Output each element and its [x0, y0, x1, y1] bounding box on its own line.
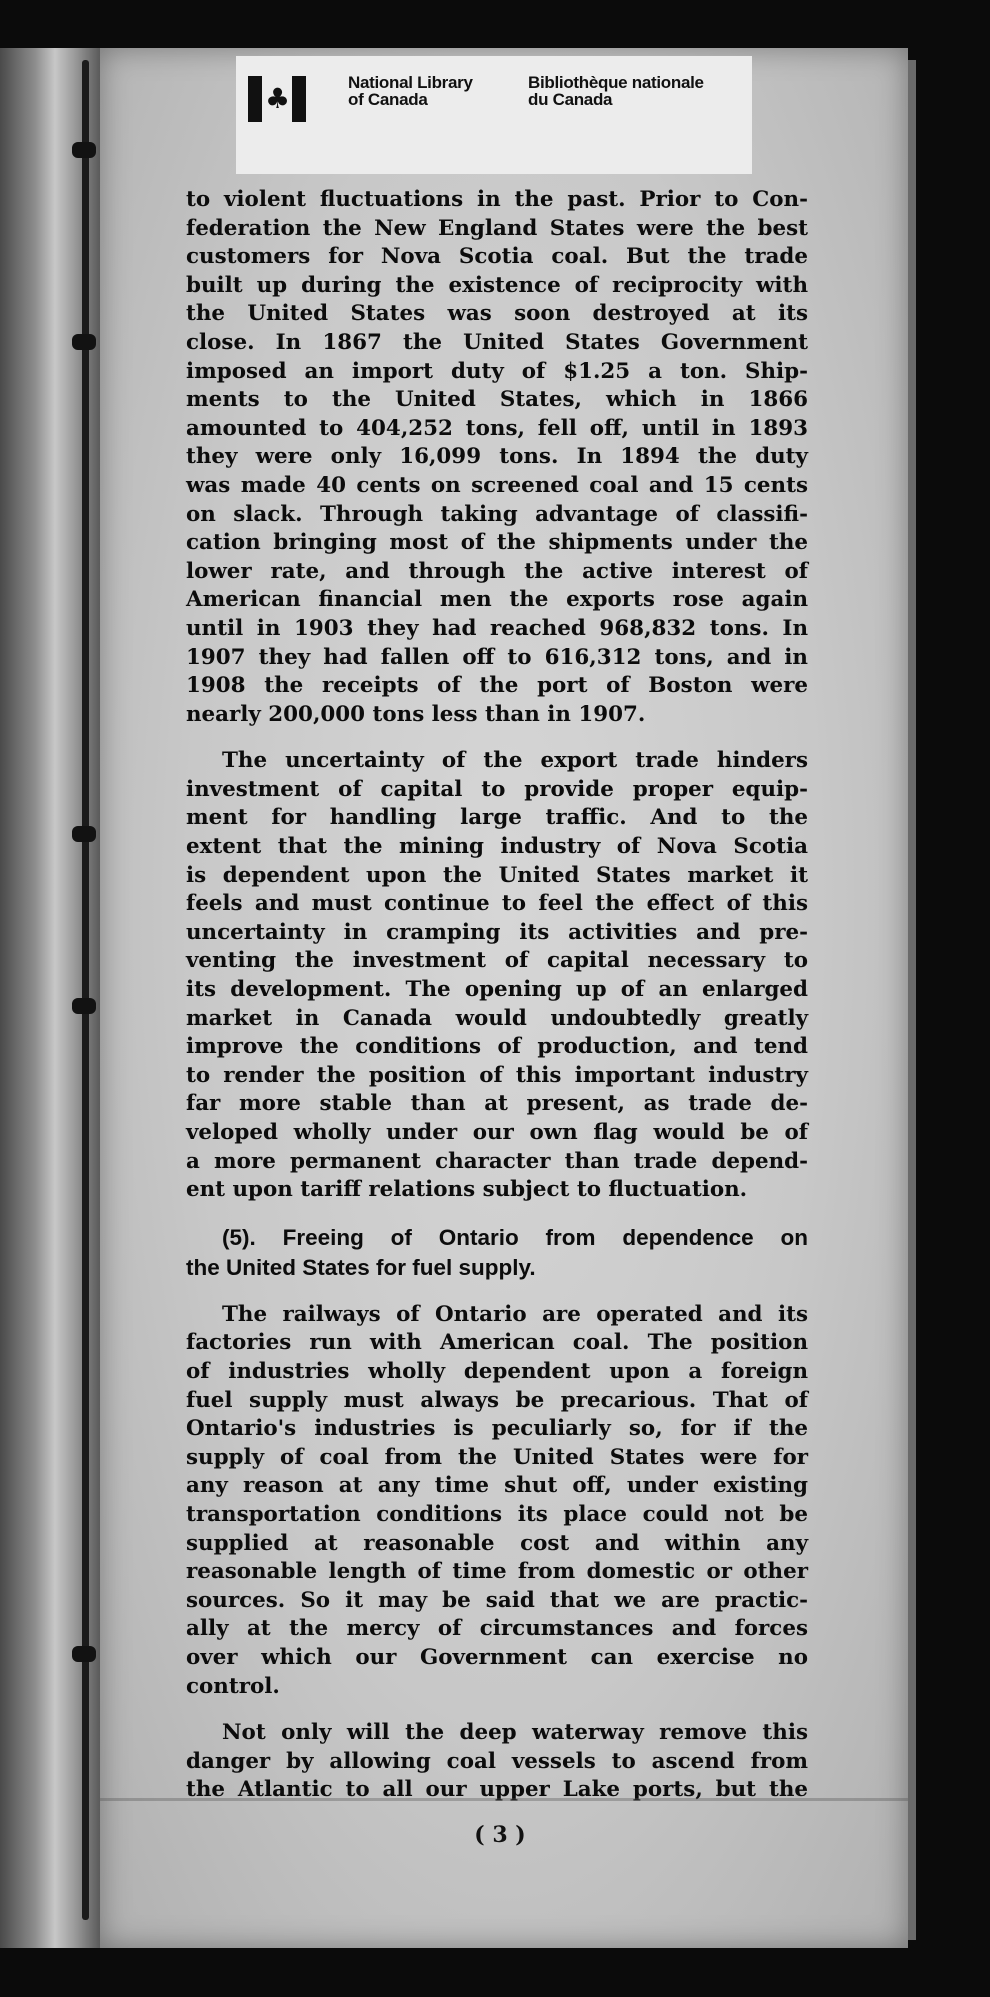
text-line: fuel supply must always be precarious. That of [186, 1387, 808, 1413]
paragraph [186, 747, 808, 1205]
text-line: imposed an import duty of $1.25 a ton. Ship- [186, 358, 808, 384]
paragraph [186, 1301, 808, 1701]
text-line: on slack. Through taking advantage of classifi- [186, 501, 808, 527]
paragraph-gap [186, 729, 808, 747]
heading-line: (5). Freeing of Ontario from dependence on [222, 1224, 808, 1250]
paragraph-gap [186, 1701, 808, 1719]
text-line: was made 40 cents on screened coal and 15 cents [186, 472, 808, 498]
binding-stitch [72, 998, 96, 1014]
text-line: of industries wholly dependent upon a foreign [186, 1358, 808, 1384]
text-line: is dependent upon the United States market it [186, 862, 808, 888]
text-line: venting the investment of capital necessary to [186, 948, 808, 974]
text-line: danger by allowing coal vessels to ascend from [186, 1748, 808, 1774]
text-line: ent upon tariff relations subject to fluctuation. [186, 1177, 748, 1203]
heading-line: the United States for fuel supply. [186, 1254, 536, 1280]
library-name-english: National Library of Canada [348, 73, 473, 109]
text-line: transportation conditions its place could not be [186, 1501, 808, 1527]
text-line: its development. The opening up of an enlarged [186, 977, 808, 1003]
page-number: ( 3 ) [474, 1822, 526, 1848]
text-line: any reason at any time shut off, under existing [186, 1473, 808, 1499]
library-header-stamp [236, 56, 752, 174]
text-line: The uncertainty of the export trade hinders [222, 748, 808, 774]
text-line: factories run with American coal. The position [186, 1330, 808, 1356]
text-line: the Atlantic to all our upper Lake ports, but the [186, 1777, 808, 1803]
canada-flag-logo-icon: ♣ [248, 76, 306, 122]
text-line: close. In 1867 the United States Government [186, 329, 808, 355]
text-line: 1907 they had fallen off to 616,312 tons, and in [186, 644, 808, 670]
text-line: until in 1903 they had reached 968,832 tons. In [186, 615, 808, 641]
text-line: they were only 16,099 tons. In 1894 the duty [186, 444, 808, 470]
text-line: Ontario's industries is peculiarly so, for if the [186, 1416, 808, 1442]
text-line: built up during the existence of reciprocity with [186, 272, 808, 298]
text-line: to render the position of this important industry [186, 1062, 808, 1088]
binding-stitch [72, 142, 96, 158]
text-line: far more stable than at present, as trade de- [186, 1091, 808, 1117]
paragraph [186, 186, 808, 729]
library-name-french: Bibliothèque nationale du Canada [528, 73, 704, 109]
section-heading [186, 1223, 808, 1283]
binding-stitch [72, 826, 96, 842]
paragraph [186, 1719, 808, 1805]
text-line: cation bringing most of the shipments under the [186, 530, 808, 556]
text-line: over which our Government can exercise no [186, 1644, 808, 1670]
text-line: sources. So it may be said that we are practic- [186, 1587, 808, 1613]
text-line: to violent fluctuations in the past. Prior to Con- [186, 187, 808, 212]
text-line: ments to the United States, which in 1866 [186, 387, 808, 413]
text-line: The railways of Ontario are operated and its [222, 1301, 808, 1327]
binding-stitch [72, 334, 96, 350]
text-line: amounted to 404,252 tons, fell off, until in 1893 [186, 415, 808, 441]
text-line: customers for Nova Scotia coal. But the trade [186, 244, 808, 270]
text-line: improve the conditions of production, and tend [186, 1034, 808, 1060]
paragraph-gap [186, 1205, 808, 1223]
text-line: a more permanent character than trade depend- [186, 1148, 808, 1174]
text-line: reasonable length of time from domestic or other [186, 1559, 808, 1585]
text-line: 1908 the receipts of the port of Boston were [186, 673, 808, 699]
text-line: supply of coal from the United States were for [186, 1444, 808, 1470]
text-line: veloped wholly under our own flag would be of [186, 1120, 808, 1145]
text-line: feels and must continue to feel the effect of this [186, 891, 808, 917]
text-line: American financial men the exports rose again [186, 587, 808, 613]
text-line: lower rate, and through the active interest of [186, 558, 808, 584]
text-line: investment of capital to provide proper equip- [186, 776, 808, 802]
text-line: extent that the mining industry of Nova Scotia [186, 834, 808, 860]
text-line: market in Canada would undoubtedly greatly [186, 1005, 808, 1031]
page-right-edge [908, 60, 916, 1940]
document-body-text [186, 186, 808, 1805]
text-line: ment for handling large traffic. And to the [186, 805, 808, 831]
text-line: nearly 200,000 tons less than in 1907. [186, 701, 646, 727]
paragraph-gap [186, 1283, 808, 1301]
binding-stitch [72, 1646, 96, 1662]
text-line: uncertainty in cramping its activities and pre- [186, 919, 808, 945]
text-line: Not only will the deep waterway remove this [222, 1720, 808, 1746]
text-line: ally at the mercy of circumstances and forces [186, 1616, 808, 1642]
text-line: supplied at reasonable cost and within any [186, 1530, 808, 1556]
text-line: federation the New England States were the best [186, 215, 808, 241]
text-line: control. [186, 1673, 280, 1699]
text-line: the United States was soon destroyed at its [186, 301, 808, 327]
scan-artifact-band [100, 1798, 908, 1801]
